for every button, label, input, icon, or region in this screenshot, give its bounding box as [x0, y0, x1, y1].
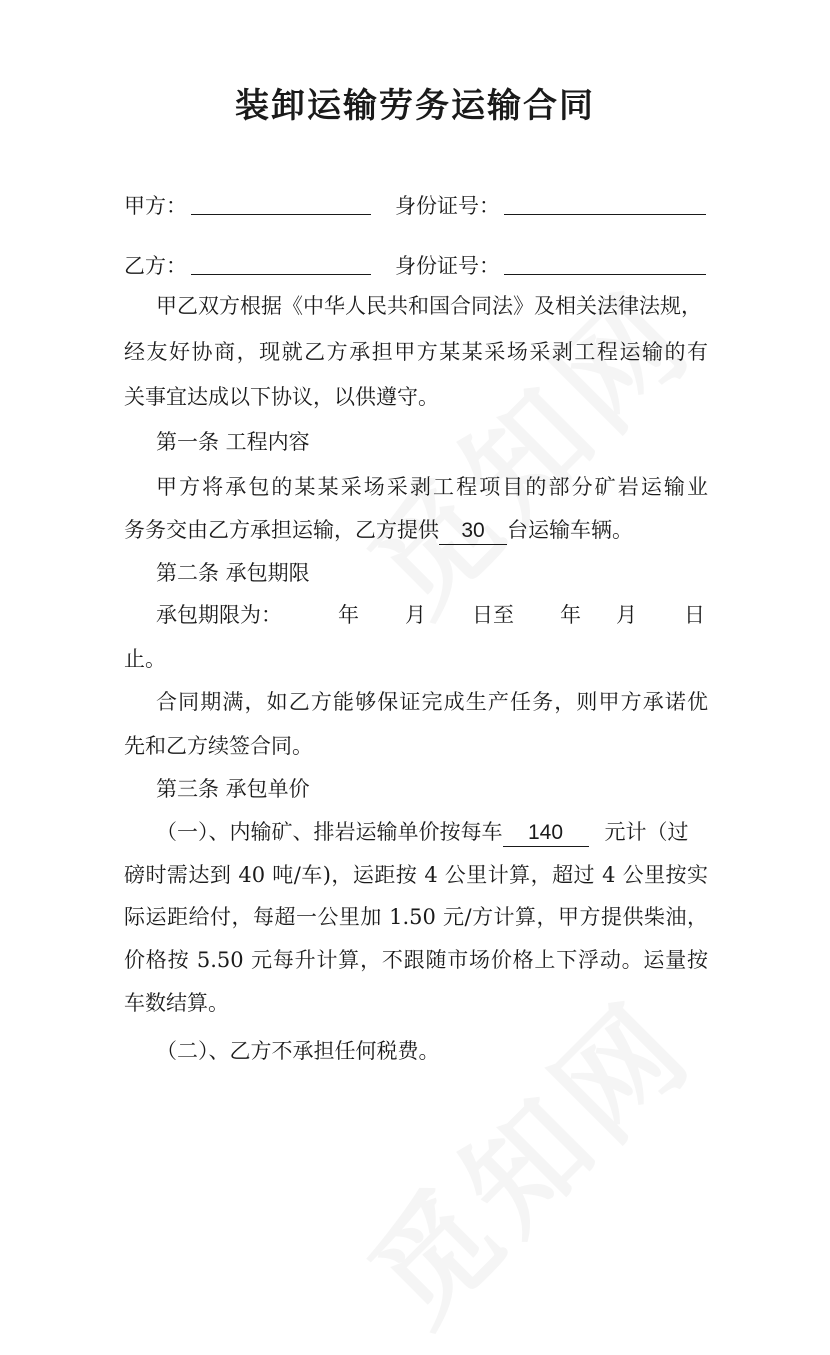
party-a-label: 甲方：	[124, 194, 187, 218]
article-2-heading: 第二条 承包期限	[156, 561, 310, 585]
article-1-line-2-pre: 务务交由乙方承担运输，乙方提供	[124, 518, 439, 542]
period-start-year: 年	[338, 603, 359, 627]
party-a-id-label: 身份证号：	[395, 194, 500, 218]
party-b-blank	[191, 252, 371, 275]
intro-line-2: 经友好协商，现就乙方承担甲方某某采场采剥工程运输的有	[124, 340, 708, 364]
period-end-day: 日	[684, 603, 705, 627]
period-label: 承包期限为：	[156, 603, 282, 627]
tax-clause: （二）、乙方不承担任何税费。	[156, 1039, 440, 1063]
period-end: 止。	[124, 647, 166, 671]
intro-line-1: 甲乙双方根据《中华人民共和国合同法》及相关法律法规，	[156, 294, 702, 318]
price-line-1	[156, 816, 708, 848]
price-line-3: 际运距给付，每超一公里加 1.50 元/方计算，甲方提供柴油，	[124, 905, 708, 929]
period-start-day-to: 日至	[472, 603, 514, 627]
vehicle-count: 30	[439, 518, 507, 545]
period-end-month: 月	[616, 603, 637, 627]
party-a-blank	[191, 192, 371, 215]
article-1-line-2	[124, 514, 708, 546]
party-a-id-blank	[504, 192, 706, 215]
price-line-5: 车数结算。	[124, 991, 229, 1015]
price-line-4: 价格按 5.50 元每升计算，不跟随市场价格上下浮动。运量按	[124, 948, 708, 972]
price-line-1-pre: （一）、内输矿、排岩运输单价按每车	[156, 820, 503, 844]
unit-price: 140	[503, 820, 589, 847]
party-b-id-label: 身份证号：	[395, 254, 500, 278]
renewal-line-1: 合同期满，如乙方能够保证完成生产任务，则甲方承诺优	[156, 690, 708, 714]
price-line-2: 磅时需达到 40 吨/车)，运距按 4 公里计算，超过 4 公里按实	[124, 863, 708, 887]
article-1-line-2-post: 台运输车辆。	[507, 518, 633, 542]
party-b-id-blank	[504, 252, 706, 275]
article-3-heading: 第三条 承包单价	[156, 777, 310, 801]
price-line-1-post: 元计（过	[604, 820, 689, 844]
intro-line-3: 关事宜达成以下协议，以供遵守。	[124, 385, 439, 409]
period-end-year: 年	[560, 603, 581, 627]
party-b-label: 乙方：	[124, 254, 187, 278]
document-title: 装卸运输劳务运输合同	[235, 86, 595, 126]
period-start-month: 月	[405, 603, 426, 627]
article-1-heading: 第一条 工程内容	[156, 430, 310, 454]
article-1-line-1: 甲方将承包的某某采场采剥工程项目的部分矿岩运输业	[156, 475, 708, 499]
renewal-line-2: 先和乙方续签合同。	[124, 734, 313, 758]
